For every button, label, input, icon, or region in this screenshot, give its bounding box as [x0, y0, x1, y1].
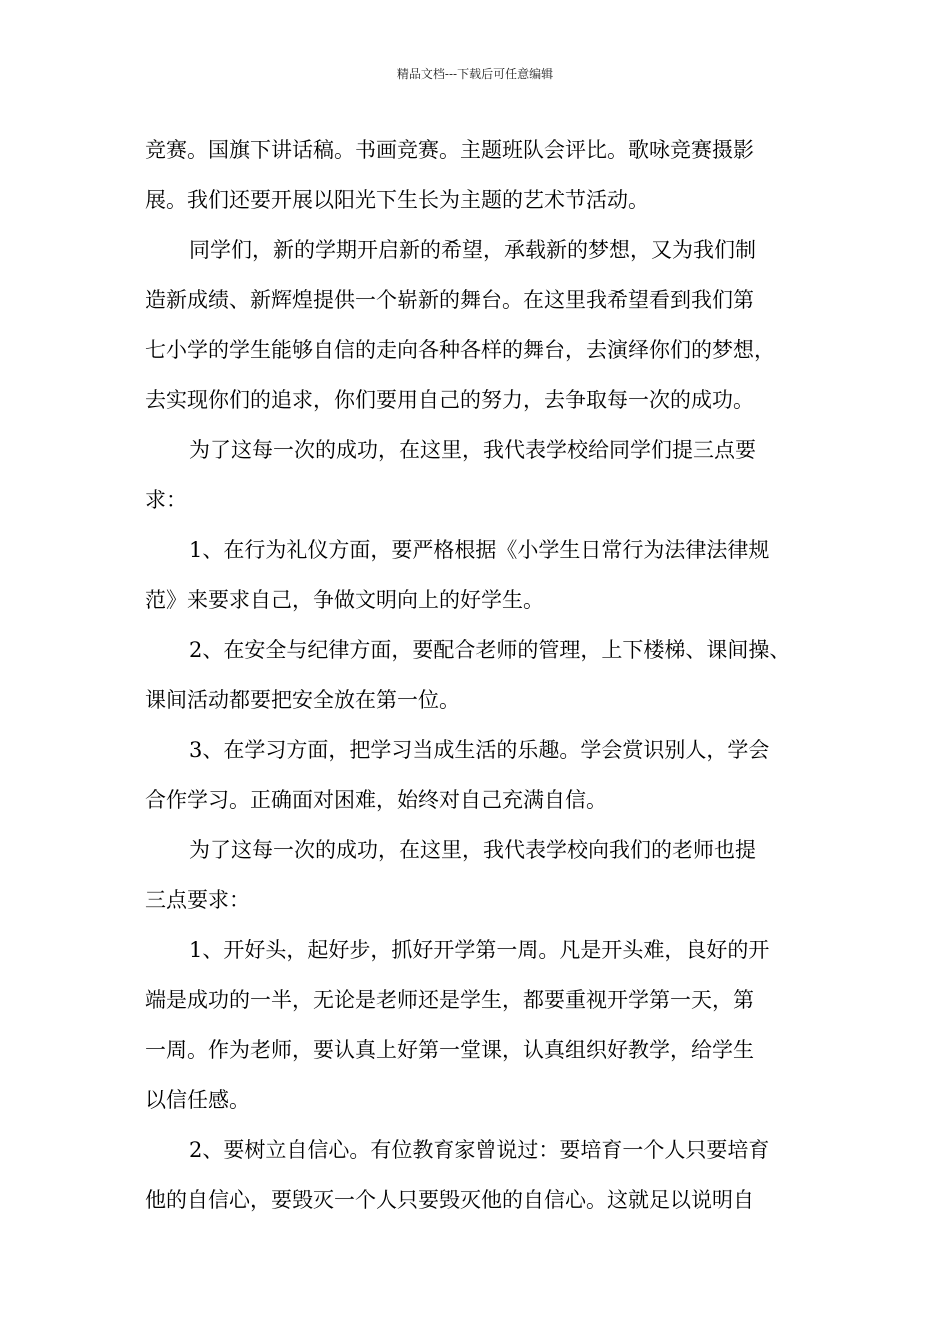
text-line: 合作学习。正确面对困难，始终对自己充满自信。: [145, 788, 607, 812]
text-line: 七小学的学生能够自信的走向各种各样的舞台，去演绎你们的梦想，: [145, 338, 775, 362]
text-line: 展。我们还要开展以阳光下生长为主题的艺术节活动。: [145, 188, 649, 212]
paragraph: [145, 1125, 810, 1225]
text-line: 课间活动都要把安全放在第一位。: [145, 688, 460, 712]
text-line: 竞赛。国旗下讲话稿。书画竞赛。主题班队会评比。歌咏竞赛摄影: [145, 138, 754, 162]
text-line: 范》来要求自己，争做文明向上的好学生。: [145, 588, 544, 612]
text-line: 三点要求：: [145, 888, 250, 912]
paragraph: [145, 825, 810, 925]
text-line: 3、在学习方面，把学习当成生活的乐趣。学会赏识别人，学会: [189, 738, 770, 762]
paragraph: [145, 725, 810, 825]
paragraph: [145, 525, 810, 625]
page-header: 精品文档---下载后可任意编辑: [396, 67, 554, 81]
text-line: 他的自信心，要毁灭一个人只要毁灭他的自信心。这就足以说明自: [145, 1188, 754, 1212]
text-line: 为了这每一次的成功，在这里，我代表学校给同学们提三点要: [189, 438, 756, 462]
paragraph: [145, 625, 810, 725]
text-line: 2、要树立自信心。有位教育家曾说过：要培育一个人只要培育: [189, 1138, 770, 1162]
text-line: 端是成功的一半，无论是老师还是学生，都要重视开学第一天，第: [145, 988, 754, 1012]
document-body: [145, 125, 810, 1225]
text-line: 造新成绩、新辉煌提供一个崭新的舞台。在这里我希望看到我们第: [145, 288, 754, 312]
paragraph: [145, 125, 810, 225]
text-line: 去实现你们的追求，你们要用自己的努力，去争取每一次的成功。: [145, 388, 754, 412]
paragraph: [145, 225, 810, 425]
text-line: 以信任感。: [145, 1088, 250, 1112]
paragraph: [145, 925, 810, 1125]
paragraph: [145, 425, 810, 525]
text-line: 一周。作为老师，要认真上好第一堂课，认真组织好教学，给学生: [145, 1038, 754, 1062]
text-line: 1、在行为礼仪方面，要严格根据《小学生日常行为法律法律规: [189, 538, 770, 562]
text-line: 求：: [145, 488, 187, 512]
text-line: 同学们，新的学期开启新的希望，承载新的梦想，又为我们制: [189, 238, 756, 262]
text-line: 为了这每一次的成功，在这里，我代表学校向我们的老师也提: [189, 838, 756, 862]
text-line: 2、在安全与纪律方面，要配合老师的管理，上下楼梯、课间操、: [189, 638, 791, 662]
text-line: 1、开好头，起好步，抓好开学第一周。凡是开头难，良好的开: [189, 938, 770, 962]
